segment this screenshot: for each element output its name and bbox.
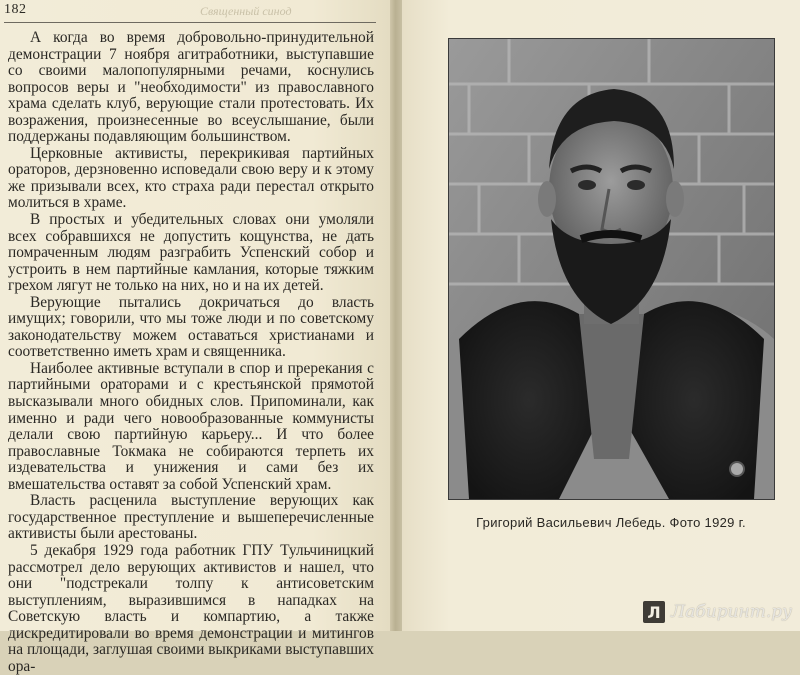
portrait-photo	[448, 38, 775, 500]
header-rule	[4, 22, 376, 23]
paragraph: А когда во время добровольно-принудительной демонстрации 7 ноября агитработники, выступавшие со своими малопопулярными речами, коснулись вопросов веры и "необходимости" из православного храма сделать клуб, верующие стали протестовать. Их возражения, произнесенные во всеуслышание, были поддержаны подавляющим большинством.	[8, 29, 374, 146]
portrait-illustration	[449, 39, 774, 499]
paragraph: Власть расценила выступление верующих как государственное преступление и вышеперечисленные активисты были арестованы.	[8, 492, 374, 543]
right-page	[402, 0, 800, 631]
page-number: 182	[4, 2, 27, 17]
text-column	[8, 30, 374, 675]
watermark-text: Лабиринт.ру	[671, 602, 792, 622]
watermark-logo-icon: Л	[643, 601, 665, 623]
photo-caption: Григорий Васильевич Лебедь. Фото 1929 г.	[476, 515, 746, 530]
paragraph: Верующие пытались докричаться до власть имущих; говорили, что мы тоже люди и по советскому законодательству можем оставаться христианами и соответственно иметь храм и священника.	[8, 293, 374, 361]
left-page	[0, 0, 390, 675]
watermark	[643, 601, 792, 623]
paragraph: 5 декабря 1929 года работник ГПУ Тульчиницкий рассмотрел дело верующих активистов и нашел, что они "подстрекали толпу к антисоветским выступлениям, выразившимся в нападках на Советскую власть и компартию, а также дискредитировали во время демонстрации и митингов на площади, заглушая своими выкриками выступавших ора-	[8, 541, 374, 675]
paragraph: Наиболее активные вступали в спор и пререкания с партийными ораторами и с крестьянской прямотой высказывали много обидных слов. Припоминали, как именно и ради чего новообразованные коммунисты делали свою партийную карьеру... И что более православные Токмака не собираются терпеть их издевательства и унижения и сами без их вмешательства оставят за собой Успенский храм.	[8, 359, 374, 493]
paragraph: В простых и убедительных словах они умоляли всех собравшихся не допустить кощунства, не дать помраченным людям разграбить Успенский собор и устроить в нем партийные камлания, которые тяжким грехом лягут не только на них, но и на их детей.	[8, 211, 374, 295]
paragraph: Церковные активисты, перекрикивая партийных ораторов, дерзновенно исповедали свою веру и к этому же призывали всех, кто страха ради перестал открыто молиться в храме.	[8, 144, 374, 212]
running-head: Священный синод	[200, 4, 292, 18]
book-gutter	[390, 0, 402, 631]
